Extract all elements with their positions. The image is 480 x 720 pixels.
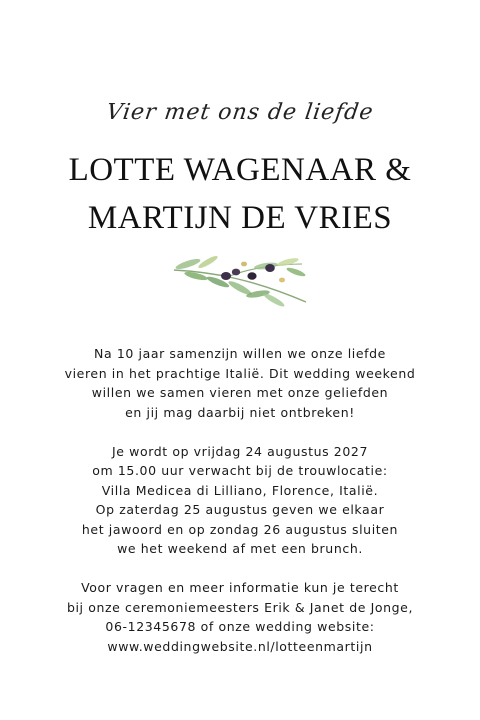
script-heading: Vier met ons de liefde (104, 100, 376, 125)
couple-names (0, 146, 480, 242)
olive-branch-icon (170, 250, 310, 310)
details-paragraph (0, 442, 480, 559)
text-line: en jij mag daarbij niet ontbreken! (125, 404, 355, 420)
text-line: Voor vragen en meer informatie kun je terecht (81, 580, 399, 595)
names-line-1: LOTTE WAGENAAR & (68, 152, 412, 188)
intro-paragraph (0, 344, 480, 422)
text-line: Op zaterdag 25 augustus geven we elkaar (95, 502, 385, 517)
text-line: vieren in het prachtige Italië. Dit wedding weekend (64, 365, 416, 381)
text-line: Na 10 jaar samenzijn willen we onze liefde (94, 346, 386, 361)
contact-paragraph (0, 578, 480, 656)
text-line: om 15.00 uur verwacht bij de trouwlocatie: (92, 463, 388, 478)
text-line: Je wordt op vrijdag 24 augustus 2027 (111, 443, 369, 459)
text-line: het jawoord en op zondag 26 augustus sluiten (81, 521, 399, 537)
text-line: bij onze ceremoniemeesters Erik & Janet de Jonge, (66, 599, 414, 615)
text-line: we het weekend af met een brunch. (117, 541, 363, 556)
text-line: 06-12345678 of onze wedding website: (105, 619, 375, 634)
text-line: Villa Medicea di Lilliano, Florence, Italië. (101, 482, 379, 498)
names-line-2: MARTIJN DE VRIES (87, 200, 393, 236)
website-link: www.weddingwebsite.nl/lotteenmartijn (107, 638, 373, 654)
invitation-body (0, 344, 480, 676)
text-line: willen we samen vieren met onze geliefden (91, 385, 389, 400)
